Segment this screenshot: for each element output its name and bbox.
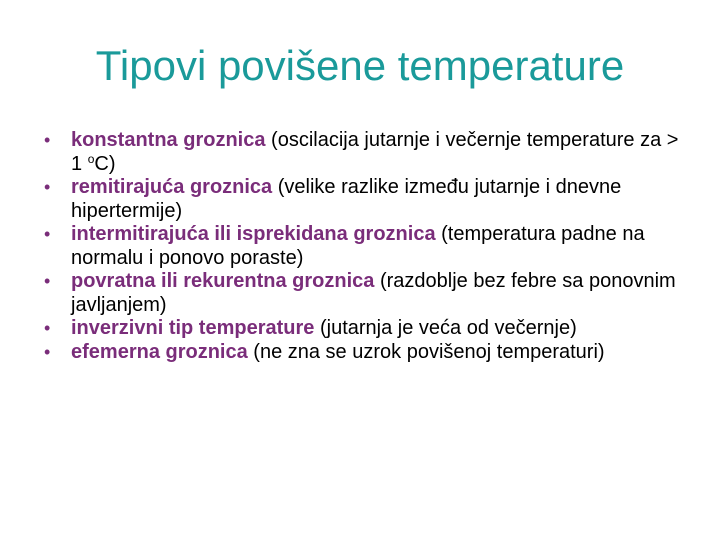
bullet-icon: • bbox=[44, 341, 51, 362]
bullet-description: (temperatura padne na normalu i ponovo poraste) bbox=[71, 223, 645, 269]
bullet-icon: • bbox=[44, 130, 51, 150]
bullet-item-povratna bbox=[44, 270, 694, 317]
bullet-list bbox=[44, 129, 694, 364]
bullet-description-end: C) bbox=[94, 152, 116, 175]
degree-superscript: o bbox=[87, 151, 95, 166]
bullet-description: (razdoblje bez febre sa ponovnim javljanjem) bbox=[71, 270, 676, 316]
bullet-icon: • bbox=[44, 271, 51, 291]
bullet-term: efemerna groznica bbox=[71, 340, 248, 363]
bullet-icon: • bbox=[44, 224, 51, 244]
bullet-item-inverzivni bbox=[44, 317, 694, 341]
bullet-description: (ne zna se uzrok povišenoj temperaturi) bbox=[247, 340, 605, 363]
bullet-term: konstantna groznica bbox=[71, 129, 266, 151]
bullet-icon: • bbox=[44, 318, 51, 338]
bullet-item-remitirajuca bbox=[44, 176, 694, 223]
bullet-term: povratna ili rekurentna groznica bbox=[71, 270, 375, 292]
bullet-item-intermitirajuca bbox=[44, 223, 694, 270]
slide-title: Tipovi povišene temperature bbox=[95, 42, 625, 89]
bullet-description: (oscilacija jutarnje i večernje temperature za > 1 bbox=[71, 129, 679, 175]
bullet-term: inverzivni tip temperature bbox=[71, 317, 315, 339]
bullet-item-efemerna bbox=[44, 341, 694, 365]
bullet-description: (jutarnja je veća od večernje) bbox=[314, 317, 577, 339]
bullet-icon: • bbox=[44, 177, 51, 197]
bullet-item-konstantna bbox=[44, 129, 694, 176]
bullet-term: intermitirajuća ili isprekidana groznica bbox=[71, 223, 436, 245]
bullet-description: (velike razlike između jutarnje i dnevne hipertermije) bbox=[71, 176, 622, 222]
bullet-term: remitirajuća groznica bbox=[71, 176, 273, 198]
